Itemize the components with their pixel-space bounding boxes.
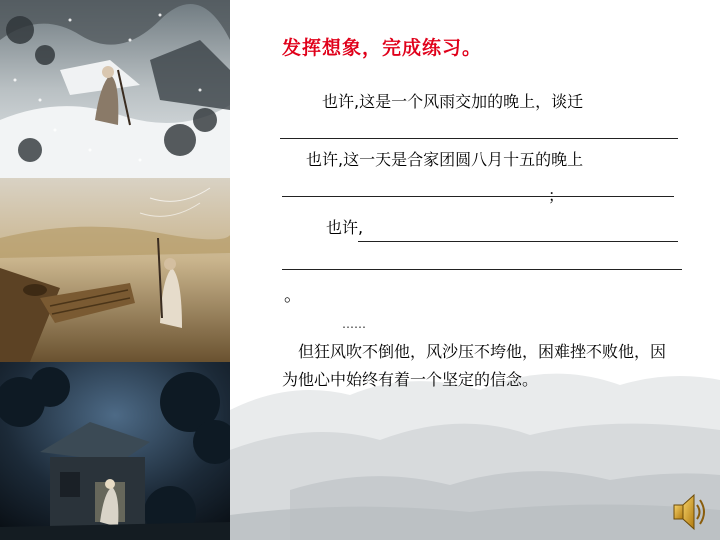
prompt-line-3: 也许, — [326, 218, 364, 237]
ellipsis: …… — [342, 317, 366, 331]
background-mountains — [230, 300, 720, 540]
conclusion-paragraph: 但狂风吹不倒他，风沙压不垮他，困难挫不败他，因为他心中始终有着一个坚定的信念。 — [282, 342, 667, 389]
answer-blank-1 — [280, 138, 678, 139]
period-mark: 。 — [284, 285, 302, 306]
speaker-icon[interactable] — [672, 490, 706, 534]
illustration-column — [0, 0, 230, 540]
semicolon-mark: ； — [548, 186, 565, 205]
answer-blank-4 — [282, 269, 682, 270]
answer-blank-2 — [282, 196, 674, 197]
illustration-snow-storm — [0, 0, 230, 178]
exercise-title: 发挥想象，完成练习。 — [282, 37, 483, 59]
prompt-line-2: 也许,这一天是合家团圆八月十五的晚上 — [306, 150, 584, 169]
answer-blank-3 — [358, 241, 678, 242]
illustration-night-hut — [0, 362, 230, 540]
illustration-desert-wind — [0, 178, 230, 362]
prompt-line-1: 也许,这是一个风雨交加的晚上，谈迁 — [322, 92, 584, 111]
